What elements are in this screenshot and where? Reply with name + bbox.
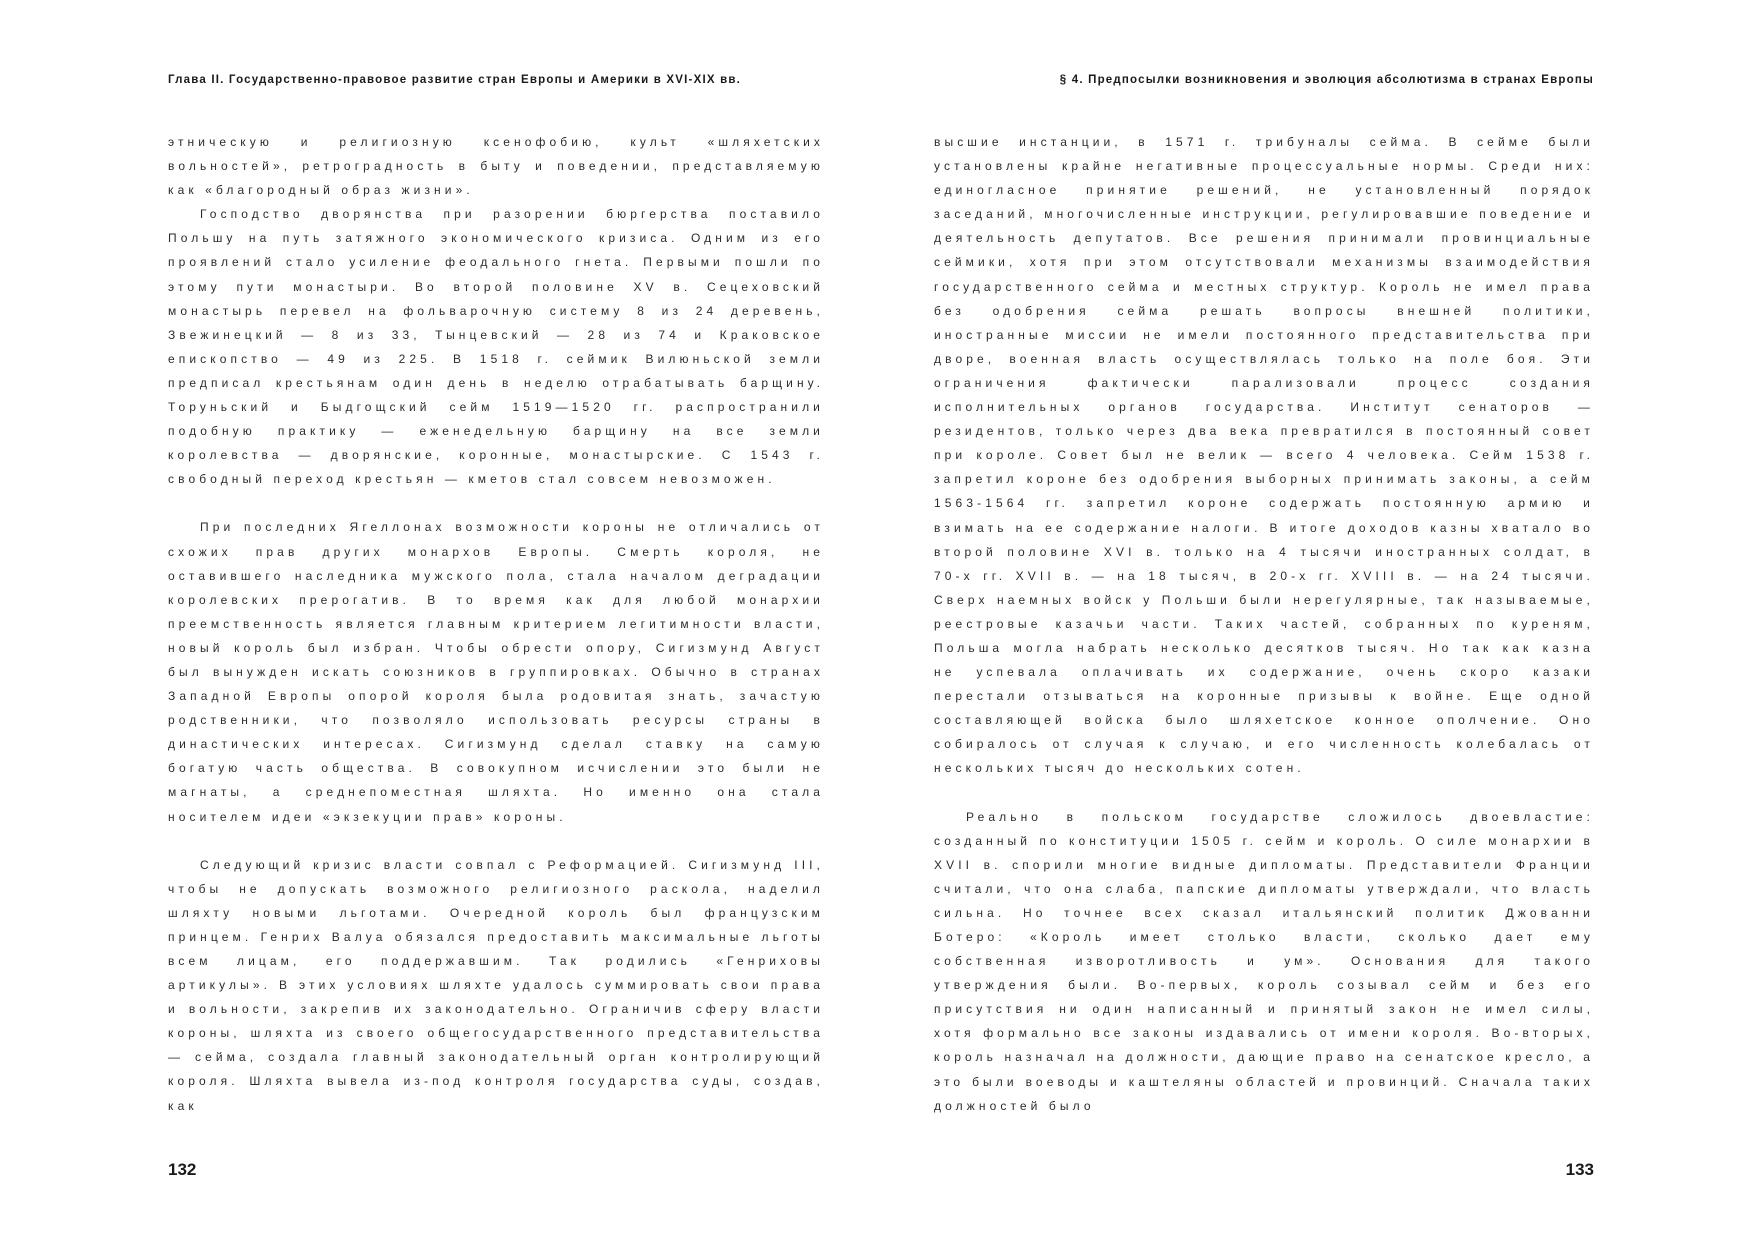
right-running-head: § 4. Предпосылки возникновения и эволюция абсолютизма в странах Европы [1059,74,1594,86]
left-paragraph-1: этническую и религиозную ксенофобию, культ «шляхетских вольностей», ретроградность в быту и поведении, представляемую как «благородный образ жизни». [168,135,824,198]
left-body-text [168,130,824,1118]
left-running-head: Глава II. Государственно-правовое развитие стран Европы и Америки в XVI-XIX вв. [168,74,742,86]
right-page [934,0,1594,1239]
left-paragraph-2: Господство дворянства при разорении бюргерства поставило Польшу на путь затяжного экономического кризиса. Одним из его проявлений стало усиление феодального гнета. Первыми пошли по этому пути монастыри. Во второй половине XV в. Сецеховский монастырь перевел на фольварочную систему 8 из 24 деревень, Звежинецкий — 8 из 33, Тынцевский — 28 из 74 и Краковское епископство — 49 из 225. В 1518 г. сеймик Вилюньской земли предписал крестьянам один день в неделю отрабатывать барщину. Торуньский и Быдгощский сейм 1519—1520 гг. распространили подобную практику — еженедельную барщину на все земли королевства — дворянские, коронные, монастырские. С 1543 г. свободный переход крестьян — кметов стал совсем невозможен. [168,207,824,487]
right-body-text [934,130,1594,1118]
left-paragraph-4: Следующий кризис власти совпал с Реформацией. Сигизмунд III, чтобы не допускать возможного религиозного раскола, наделил шляхту новыми льготами. Очередной король был французским принцем. Генрих Валуа обязался предоставить максимальные льготы всем лицам, его поддержавшим. Так родились «Генриховы артикулы». В этих условиях шляхте удалось суммировать свои права и вольности, закрепив их законодательно. Ограничив сферу власти короны, шляхта из своего общегосударственного представительства — сейма, создала главный законодательный орган контролирующий короля. Шляхта вывела из-под контроля государства суды, создав, как [168,857,824,1113]
left-page [168,0,824,1239]
left-page-number: 132 [168,1160,197,1179]
left-paragraph-3: При последних Ягеллонах возможности короны не отличались от схожих прав других монархов Европы. Смерть короля, не оставившего наследника мужского пола, стала началом деградации королевских прерогатив. В то время как для любой монархии преемственность является главным критерием легитимности власти, новый король был избран. Чтобы обрести опору, Сигизмунд Август был вынужден искать союзников в группировках. Обычно в странах Западной Европы опорой короля была родовитая знать, зачастую родственники, что позволяло использовать ресурсы страны в династических интересах. Сигизмунд сделал ставку на самую богатую часть общества. В совокупном исчислении это были не магнаты, а среднепоместная шляхта. Но именно она стала носителем идеи «экзекуции прав» короны. [168,520,824,824]
right-paragraph-2: Реально в польском государстве сложилось двоевластие: созданный по конституции 1505 г. сейм и король. О силе монархии в XVII в. спорили многие видные дипломаты. Представители Франции считали, что она слаба, папские дипломаты утверждали, что власть сильна. Но точнее всех сказал итальянский политик Джованни Ботеро: «Король имеет столько власти, сколько дает ему собственная изворотливость и ум». Основания для такого утверждения были. Во-первых, король созывал сейм и без его присутствия ни один написанный и принятый закон не имел силы, хотя формально все законы издавались от имени короля. Во-вторых, король назначал на должности, дающие право на сенатское кресло, а это были воеводы и каштеляны областей и провинций. Сначала таких должностей было [934,809,1594,1113]
right-paragraph-1: высшие инстанции, в 1571 г. трибуналы сейма. В сейме были установлены крайне негативные процессуальные нормы. Среди них: единогласное принятие решений, не установленный порядок заседаний, многочисленные инструкции, регулировавшие поведение и деятельность депутатов. Все решения принимали провинциальные сеймики, хотя при этом отсутствовали механизмы взаимодействия государственного сейма и местных структур. Король не имел права без одобрения сейма решать вопросы внешней политики, иностранные миссии не имели постоянного представительства при дворе, военная власть осуществлялась только на поле боя. Эти ограничения фактически парализовали процесс создания исполнительных органов государства. Институт сенаторов — резидентов, только через два века превратился в постоянный совет при короле. Совет был не велик — всего 4 человека. Сейм 1538 г. запретил короне без одобрения выборных принимать законы, а сейм 1563-1564 гг. запретил короне содержать постоянную армию и взимать на ее содержание налоги. В итоге доходов казны хватало во второй половине XVI в. только на 4 тысячи иностранных солдат, в 70-х гг. XVII в. — на 18 тысяч, в 20-х гг. XVIII в. — на 24 тысячи. Сверх наемных войск у Польши были нерегулярные, так называемые, реестровые казачьи части. Таких частей, собранных по куреням, Польша могла набрать несколько десятков тысяч. Но так как казна не успевала оплачивать их содержание, очень скоро казаки перестали отзываться на коронные призывы к войне. Еще одной составляющей войска было шляхетское конное ополчение. Оно собиралось от случая к случаю, и его численность колебалась от нескольких тысяч до нескольких сотен. [934,135,1594,776]
right-page-number: 133 [1565,1160,1594,1179]
